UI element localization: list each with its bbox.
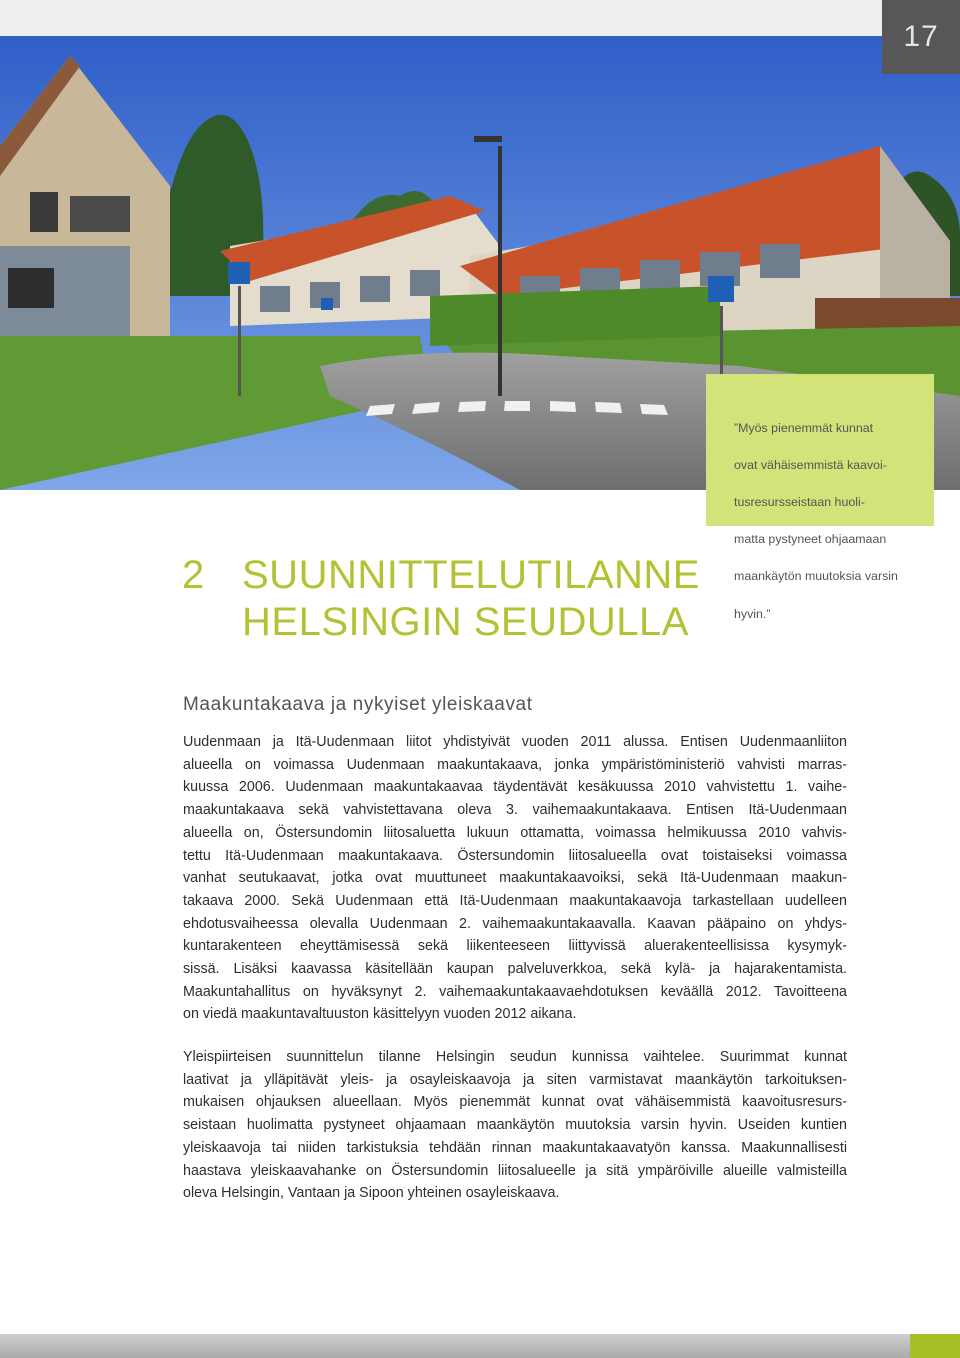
paragraph-line: yleiskaavoja tai niiden tarkistuksia tehdään rinnan maakuntakaavatyön kanssa. Maakunnallisesti	[183, 1139, 847, 1156]
paragraph-line: ehdotusvaiheessa olevalla Uudenmaan 2. vaihemaakuntakaavalla. Kaavan pääpaino on yhdys-	[183, 915, 847, 932]
paragraph-line: tettu Itä-Uudenmaan maakuntakaava. Östersundomin liitosalueella ovat toistaiseksi voimassa	[183, 847, 847, 864]
page-number: 17	[903, 20, 939, 53]
footer-band	[0, 1334, 910, 1358]
paragraph-line: sissä. Lisäksi kaavassa käsitellään kaupan palveluverkkoa, sekä kylä- ja hajarakentamista.	[183, 961, 847, 978]
quote-line: matta pystyneet ohjaamaan	[734, 532, 887, 547]
paragraph-line: vanhat seutukaavat, jotka ovat muuttuneet maakuntakaavoiksi, sekä Itä-Uudenmaan maakun-	[183, 870, 847, 887]
paragraph-line: Yleispiirteisen suunnittelun tilanne Helsingin seudun kunnissa vaihtelee. Suurimmat kunnat	[183, 1049, 847, 1065]
paragraph-1	[183, 731, 847, 1026]
footer-accent	[910, 1334, 960, 1358]
chapter-number: 2	[182, 553, 205, 597]
paragraph-line: mukaisen ohjauksen alueellaan. Myös pienemmät kunnat ovat vähäisemmistä kaavoitusresurs-	[183, 1094, 847, 1111]
paragraph-line: kuntarakenteen eheyttämisessä sekä liikenteeseen liittyvissä aluerakenteellisissa kysymyk-	[183, 938, 847, 955]
paragraph-line: maakuntakaava sekä vahvistettavana oleva 3. vaihemaakuntakaava. Entisen Itä-Uudenmaan	[183, 802, 847, 819]
paragraph-line: Uudenmaan ja Itä-Uudenmaan liitot yhdistyivät vuoden 2011 alussa. Entisen Uudenmaanliiton	[183, 734, 847, 750]
quote-line: hyvin.”	[734, 606, 771, 621]
page-number-box	[882, 0, 960, 74]
paragraph-line: kuussa 2006. Uudenmaan maakuntakaavaa täydentävät kesäkuussa 2010 vahvistettu 1. vaihe-	[183, 779, 847, 796]
paragraph-line: laativat ja ylläpitävät yleis- ja osayleiskaavoja ja siten varmistavat maankäytön tarkoituksen-	[183, 1071, 847, 1088]
pull-quote-box	[706, 374, 934, 621]
paragraph-line: takaava 2000. Sekä Uudenmaan että Itä-Uudenmaan maakuntakaavoja tarkastellaan uudelleen	[183, 892, 847, 909]
paragraph-line: alueella on, Östersundomin liitosaluetta lukuun ottamatta, voimassa helmikuussa 2010 vahvis-	[183, 824, 847, 841]
chapter-title-line2: HELSINGIN SEUDULLA	[242, 600, 689, 644]
paragraph-line: alueella on voimassa Uudenmaan maakuntakaava, jonka ympäristöministeriö vahvisti marras-	[183, 756, 847, 773]
section-subheading: Maakuntakaava ja nykyiset yleiskaavat	[183, 694, 533, 715]
chapter-title	[242, 552, 882, 646]
paragraph-2	[183, 1046, 847, 1205]
quote-line: maankäytön muutoksia varsin	[734, 569, 898, 584]
paragraph-line: oleva Helsingin, Vantaan ja Sipoon yhteinen osayleiskaava.	[183, 1185, 560, 1202]
quote-line: ovat vähäisemmistä kaavoi-	[734, 457, 887, 472]
paragraph-line: Maakuntahallitus on hyväksynyt 2. vaihemaakuntakaavaehdotuksen keväällä 2012. Tavoitteena	[183, 983, 847, 1000]
chapter-title-line1: SUUNNITTELUTILANNE	[242, 553, 700, 597]
paragraph-line: seistaan huolimatta pystyneet ohjaamaan maankäytön muutoksia varsin hyvin. Useiden kuntien	[183, 1117, 847, 1134]
paragraph-line: on viedä maakuntavaltuuston käsittelyyn vuoden 2012 aikana.	[183, 1006, 577, 1023]
paragraph-line: haastava yleiskaavahanke on Östersundomin liitosalueelle ja sitä ympäröiville alueille valmisteilla	[183, 1162, 847, 1179]
quote-line: tusresursseistaan huoli-	[734, 494, 865, 509]
quote-line: ”Myös pienemmät kunnat	[734, 420, 874, 435]
